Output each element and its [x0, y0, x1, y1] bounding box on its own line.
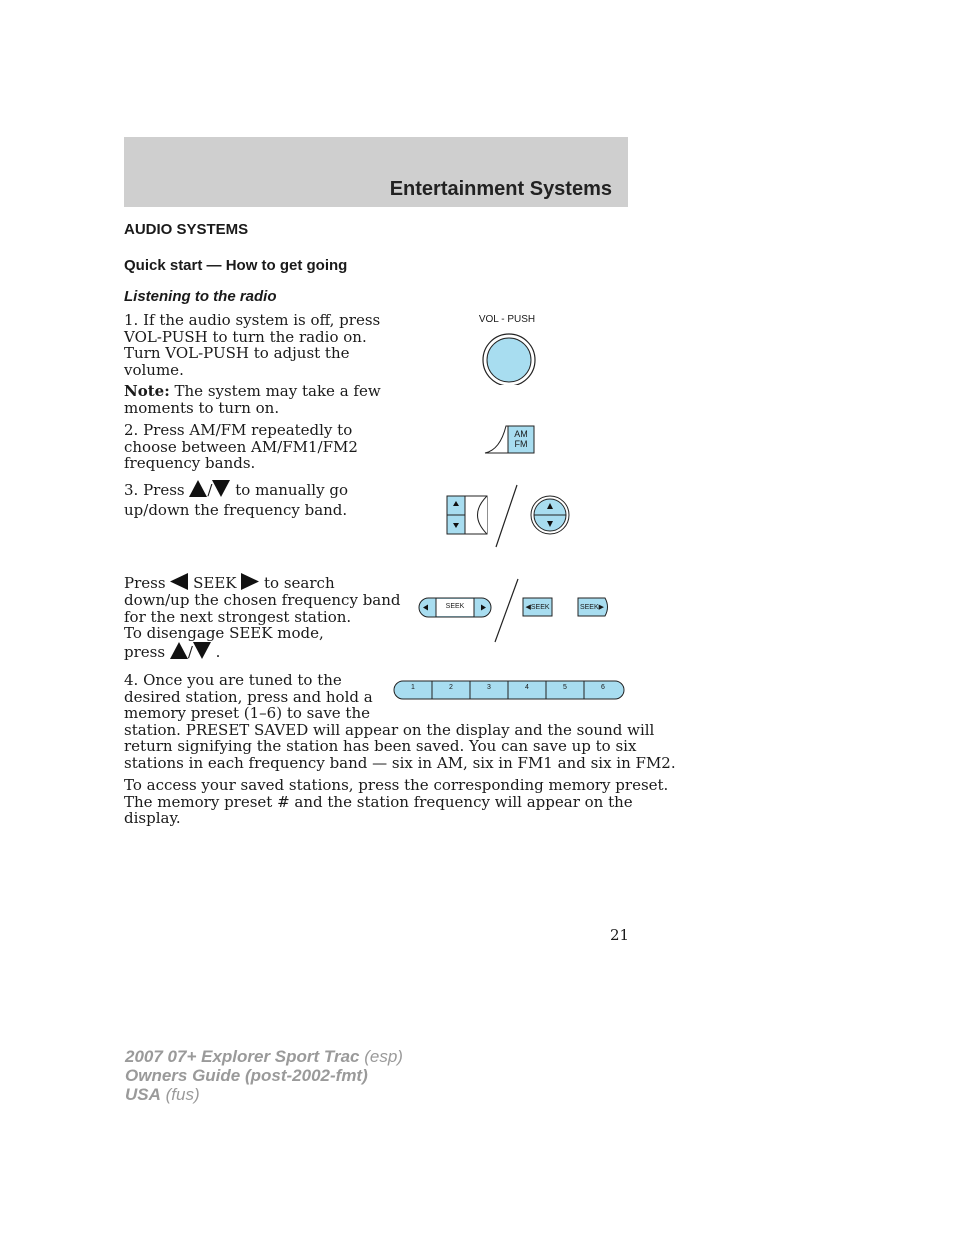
- text-line: .: [210, 642, 221, 661]
- note-label: Note:: [124, 382, 170, 400]
- page-number: 21: [610, 926, 630, 944]
- text-line: press: [124, 642, 166, 661]
- text-line: VOL-PUSH to turn the radio on.: [124, 327, 367, 346]
- amfm-label: [508, 429, 534, 449]
- text-line: 4. Once you are tuned to the: [124, 671, 342, 689]
- slash-text: /: [187, 642, 193, 661]
- seek-text: SEEK: [188, 574, 242, 592]
- text-line: moments to turn on.: [124, 398, 280, 417]
- vol-push-label: VOL - PUSH: [478, 314, 536, 325]
- text-line: for the next strongest station.: [124, 607, 352, 626]
- am-label: AM: [514, 429, 528, 439]
- paragraph-vol-push: [124, 312, 380, 378]
- text-line: To disengage SEEK mode,: [124, 624, 324, 642]
- slash-text: /: [207, 481, 213, 499]
- preset-4-label: 4: [525, 684, 529, 691]
- text-line: Press: [124, 574, 166, 592]
- footer-market: USA: [125, 1085, 161, 1104]
- seek-right-arrow-icon: [241, 573, 259, 590]
- text-line: frequency bands.: [124, 454, 256, 472]
- text-line: Turn VOL-PUSH to adjust the: [124, 344, 350, 362]
- seek-left-arrow-icon: [170, 573, 188, 590]
- text-line: down/up the chosen frequency band: [124, 591, 401, 609]
- text-line: The system may take a few: [169, 382, 381, 400]
- preset-1-label: 1: [411, 684, 415, 691]
- text-line: choose between AM/FM1/FM2: [124, 437, 358, 456]
- text-line: display.: [124, 809, 181, 827]
- footer-guide: Owners Guide (post-2002-fmt): [125, 1066, 368, 1085]
- text-line: 1. If the audio system is off, press: [124, 311, 381, 329]
- memory-presets-figure: [393, 680, 625, 700]
- subsection-heading: Quick start — How to get going: [124, 257, 348, 274]
- header-band: [124, 137, 628, 207]
- down-arrow-icon: [193, 642, 211, 659]
- amfm-button-figure: [484, 424, 536, 456]
- seek-buttons-figure: [418, 577, 613, 645]
- preset-2-label: 2: [449, 684, 453, 691]
- paragraph-seek: [124, 573, 401, 662]
- paragraph-tune: [124, 480, 348, 520]
- footer: [125, 1047, 403, 1104]
- up-arrow-icon: [170, 642, 188, 659]
- down-arrow-icon: [212, 480, 230, 497]
- fm-label: FM: [514, 439, 528, 449]
- text-line: desired station, press and hold a: [124, 687, 373, 706]
- preset-3-label: 3: [487, 684, 491, 691]
- volume-knob-icon: [470, 325, 544, 385]
- text-line: The memory preset # and the station frequency will appear on the: [124, 792, 633, 811]
- text-line: return signifying the station has been saved. You can save up to six: [124, 737, 637, 755]
- seek-small-left-label: ◀SEEK: [525, 604, 550, 611]
- tune-buttons-figure: [444, 483, 574, 551]
- text-line: 3. Press: [124, 481, 185, 499]
- seek-buttons-icon: [418, 577, 613, 645]
- note-paragraph: [124, 383, 381, 416]
- text-line: 2. Press AM/FM repeatedly to: [124, 421, 353, 439]
- text-line: volume.: [124, 360, 184, 379]
- seek-small-right-label: SEEK▶: [579, 604, 605, 611]
- page-section-title: Entertainment Systems: [389, 178, 612, 200]
- vol-push-figure: [470, 314, 544, 385]
- footer-model-code: (esp): [359, 1047, 403, 1066]
- up-arrow-icon: [189, 480, 207, 497]
- text-line: memory preset (1–6) to save the: [124, 704, 370, 722]
- text-line: up/down the frequency band.: [124, 501, 348, 519]
- text-line: to search: [264, 574, 335, 592]
- paragraph-access-presets: [124, 777, 668, 827]
- footer-model: 2007 07+ Explorer Sport Trac: [125, 1047, 360, 1066]
- seek-button-label: SEEK: [445, 603, 465, 610]
- topic-heading: Listening to the radio: [124, 288, 277, 305]
- text-line: stations in each frequency band — six in AM, six in FM1 and six in FM2.: [124, 753, 676, 772]
- paragraph-amfm: [124, 422, 358, 472]
- preset-5-label: 5: [563, 684, 567, 691]
- text-line: to manually go: [235, 481, 348, 499]
- text-line: To access your saved stations, press the corresponding memory preset.: [124, 776, 669, 794]
- text-line: station. PRESET SAVED will appear on the display and the sound will: [124, 720, 655, 739]
- footer-market-code: (fus): [160, 1085, 200, 1104]
- preset-6-label: 6: [601, 684, 605, 691]
- section-heading: AUDIO SYSTEMS: [124, 221, 249, 238]
